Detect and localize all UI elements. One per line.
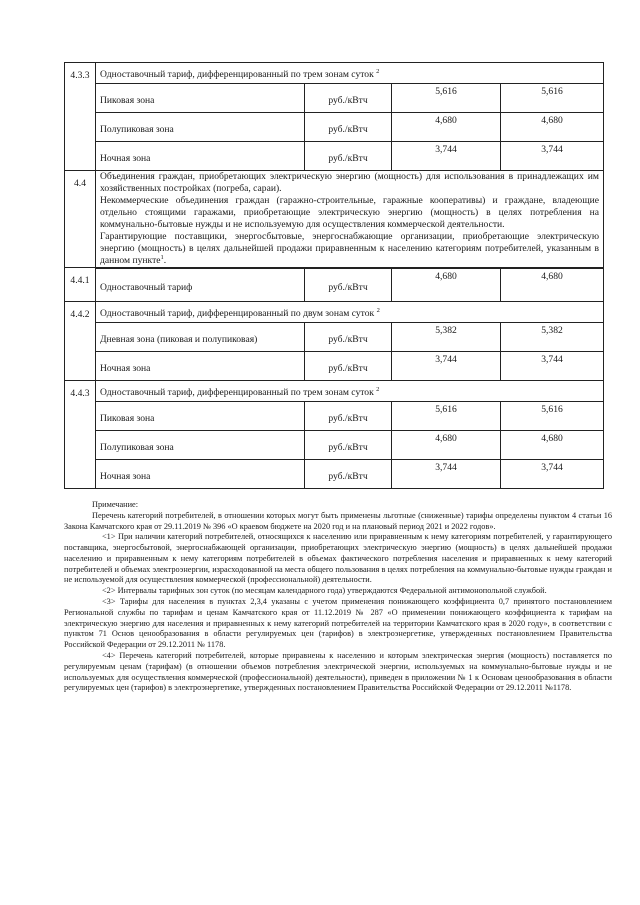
row-number: 4.4.2	[65, 301, 96, 380]
zone-row: Одноставочный тариф руб./кВтч 4,680 4,680	[96, 268, 603, 301]
note-2: <2> Интервалы тарифных зон суток (по месяцам календарного года) утверждаются Федеральной антимонопольной службой.	[102, 586, 547, 596]
zone-table	[96, 322, 603, 380]
tariff-row-4-3-3	[65, 63, 604, 171]
zone-table	[96, 83, 603, 170]
zone-row: Пиковая зона руб./кВтч 5,616 5,616	[96, 401, 603, 430]
row-number: 4.4.1	[65, 267, 96, 301]
notes-heading: Примечание:	[92, 500, 139, 509]
zone-row: Полупиковая зона руб./кВтч 4,680 4,680	[96, 112, 603, 141]
tariff-row-4-4-3	[65, 380, 604, 488]
tariff-title: Одноставочный тариф, дифференцированный по двум зонам суток $^2$	[100, 306, 380, 319]
zone-row: Ночная зона руб./кВтч 3,744 3,744	[96, 351, 603, 380]
description-paragraph: Объединения граждан, приобретающих электрическую энергию (мощность) для использования в принадлежащих им хозяйственных постройках (погреба, сараи).	[100, 170, 599, 194]
tariff-row-4-4-2	[65, 301, 604, 380]
row-number: 4.4.3	[65, 380, 96, 488]
zone-row: Ночная зона руб./кВтч 3,744 3,744	[96, 141, 603, 170]
note-intro: Перечень категорий потребителей, в отношении которых могут быть применены льготные (сниженные) тарифы определены пунктом 4 статьи 16 Закона Камчатского края от 29.11.2019 № 396 «О краевом бюджете на 2020 год и на плановый период 2021 и 2022 годов».	[64, 510, 612, 531]
row-number: 4.3.3	[65, 63, 96, 171]
tariff-title: Одноставочный тариф, дифференцированный по трем зонам суток $^2$	[100, 385, 380, 398]
category-description	[96, 170, 604, 267]
tariff-row-4-4	[65, 170, 604, 267]
zone-row: Пиковая зона руб./кВтч 5,616 5,616	[96, 83, 603, 112]
zone-row: Полупиковая зона руб./кВтч 4,680 4,680	[96, 430, 603, 459]
notes-section	[64, 500, 612, 694]
note-3: <3> Тарифы для населения в пунктах 2,3,4 указаны с учетом применения понижающего коэффициента 0,7 принятого постановлением Региональной службы по тарифам и ценам Камчатского края от 11.12.2019 № 287 «О применении понижающего коэффициента к тарифам на электрическую энергию для населения и приравненных к нему категорий потребителей на территории Камчатского края в 2020 году», в соответствии с пунктом 71 Основ ценообразования в области регулируемых цен (тарифов) в электроэнергетике, утвержденных постановлением Правительства Российской Федерации от 29.12.2011 № 1178.	[64, 597, 612, 650]
zone-row: Дневная зона (пиковая и полупиковая) руб./кВтч 5,382 5,382	[96, 322, 603, 351]
single-rate-table	[96, 268, 603, 301]
description-paragraph: Некоммерческие объединения граждан (гаражно-строительные, гаражные кооперативы) и граждане, владеющие отдельно стоящими гаражами, приобретающие электрическую энергию (мощность) в целях потребления на коммунально-бытовые нужды и не используемую для осуществления коммерческой деятельности.	[100, 194, 599, 230]
tariff-table	[64, 62, 604, 489]
tariff-row-4-4-1	[65, 267, 604, 301]
zone-table	[96, 401, 603, 488]
zone-row: Ночная зона руб./кВтч 3,744 3,744	[96, 459, 603, 488]
note-4: <4> Перечень категорий потребителей, которые приравнены к населению и которым электрическая энергия (мощность) поставляется по регулируемым ценам (тарифам) (в отношении объемов потребления электрической энергии, используемых на коммунально-бытовые нужды и не используемых для осуществления коммерческой (профессиональной) деятельности), приведен в приложении № 1 к Основам ценообразования в области регулируемых цен (тарифов) в электроэнергетике, утвержденных постановлением Правительства Российской Федерации от 29.12.2011 №1178.	[64, 650, 612, 693]
note-1: <1> При наличии категорий потребителей, относящихся к населению или приравненным к нему категориям потребителей, у гарантирующего поставщика, энергосбытовой, энергоснабжающей организации, приобретающих электрическую энергию (мощность) в целях дальнейшей продажи населению и приравненным к нему категориям потребителей в объемах фактического потребления населения и приравненных к нему категорий потребителей и объемах электроэнергии, израсходованной на места общего пользования в целях потребления на коммунально-бытовые нужды граждан и не используемой для осуществления коммерческой (профессиональной) деятельности.	[64, 532, 612, 585]
description-paragraph: Гарантирующие поставщики, энергосбытовые, энергоснабжающие организации, приобретающие электрическую энергию (мощность) в целях дальнейшей продажи приравненным к населению категориям потребителей, указанным в данном пункте$^1$.	[100, 230, 599, 266]
row-number: 4.4	[65, 170, 96, 267]
tariff-title: Одноставочный тариф, дифференцированный по трем зонам суток $^2$	[100, 67, 380, 80]
